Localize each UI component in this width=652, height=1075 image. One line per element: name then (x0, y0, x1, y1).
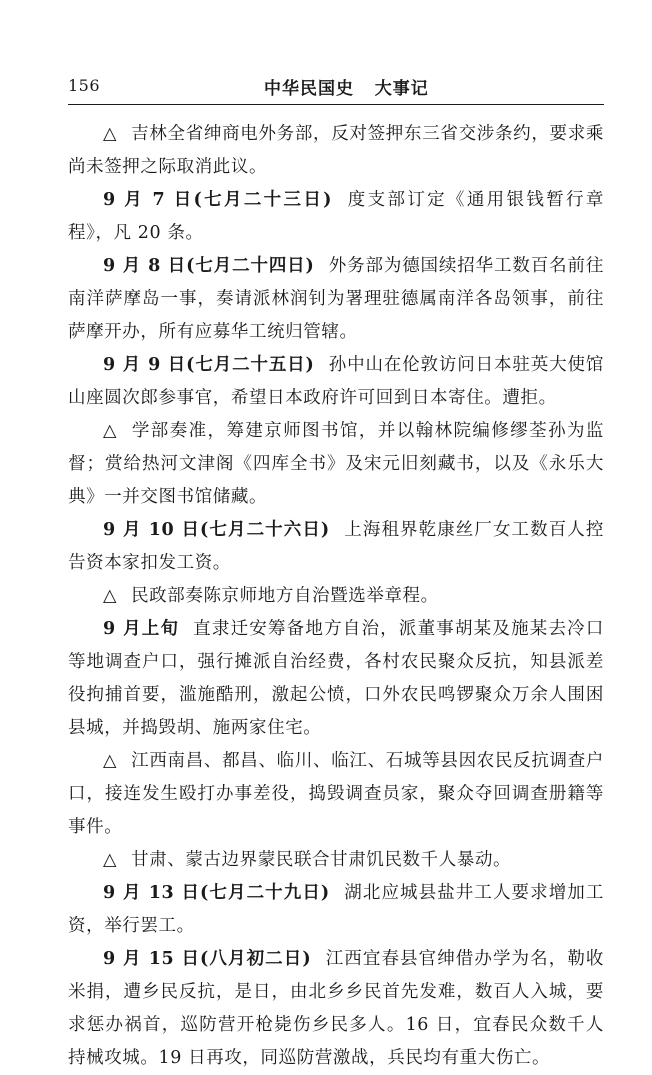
chronicle-entry (68, 580, 604, 613)
entry-text: 外务部为德国续招华工数百名前往南洋萨摩岛一事，奏请派林润钊为署理驻德属南洋各岛领事，前往萨摩开办，所有应募华工统归管辖。 (68, 256, 604, 342)
triangle-marker: △ (103, 586, 118, 606)
entry-text: 江西南昌、都昌、临川、临江、石城等县因农民反抗调查户口，接连发生殴打办事差役，捣毁调查员家，聚众夺回调查册籍等事件。 (68, 751, 604, 837)
chronicle-body (68, 118, 604, 1075)
page-header (68, 74, 604, 102)
entry-text: 学部奏准，筹建京师图书馆，并以翰林院编修缪荃孙为监督；赏给热河文津阁《四库全书》及宋元旧刻藏书，以及《永乐大典》一并交图书馆储藏。 (68, 421, 605, 507)
entry-date: 9 月 9 日(七月二十五日) (103, 355, 315, 375)
entry-text: 湖北应城县盐井工人要求增加工资，举行罢工。 (68, 883, 604, 936)
chronicle-entry (68, 514, 604, 580)
chronicle-entry (68, 349, 604, 415)
header-rule (68, 104, 604, 105)
entry-date: 9 月上旬 (103, 619, 180, 639)
entry-text: 度支部订定《通用银钱暂行章程》，凡 20 条。 (68, 190, 604, 243)
entry-date: 9 月 8 日(七月二十四日) (103, 256, 315, 276)
entry-date: 9 月 13 日(七月二十九日) (103, 883, 330, 903)
chronicle-entry (68, 844, 604, 877)
entry-text: 甘肃、蒙古边界蒙民联合甘肃饥民数千人暴动。 (131, 850, 512, 870)
chronicle-entry (68, 613, 604, 745)
triangle-marker: △ (103, 124, 118, 144)
chronicle-entry (68, 184, 604, 250)
running-title: 中华民国史 大事记 (264, 79, 429, 99)
chronicle-entry (68, 118, 604, 184)
entry-date: 9 月 15 日(八月初二日) (103, 949, 312, 969)
page-number: 156 (68, 76, 101, 95)
triangle-marker: △ (103, 850, 118, 870)
chronicle-entry (68, 250, 604, 349)
entry-text: 吉林全省绅商电外务部，反对签押东三省交涉条约，要求乘尚未签押之际取消此议。 (68, 124, 604, 177)
entry-text: 上海租界乾康丝厂女工数百人控告资本家扣发工资。 (68, 520, 604, 573)
entry-text: 民政部奏陈京师地方自治暨选举章程。 (131, 586, 439, 606)
entry-text: 江西宜春县官绅借办学为名，勒收米捐，遭乡民反抗，是日，由北乡乡民首先发难，数百人入城，要求惩办祸首，巡防营开枪毙伤乡民多人。16 日，宜春民众数千人持械攻城。19 日再攻，同巡防营激战，兵民均有重大伤亡。 (68, 949, 605, 1068)
entry-date: 9 月 7 日(七月二十三日) (103, 190, 333, 210)
entry-text: 孙中山在伦敦访问日本驻英大使馆山座圆次郎参事官，希望日本政府许可回到日本寄住。遭拒。 (68, 355, 604, 408)
chronicle-entry (68, 943, 604, 1075)
chronicle-entry (68, 415, 604, 514)
triangle-marker: △ (103, 421, 118, 441)
triangle-marker: △ (103, 751, 118, 771)
entry-text: 直隶迁安筹备地方自治，派董事胡某及施某去冷口等地调查户口，强行摊派自治经费，各村农民聚众反抗，知县派差役拘捕首要，滥施酷刑，激起公愤，口外农民鸣锣聚众万余人围困县城，并捣毁胡、施两家住宅。 (68, 619, 604, 738)
entry-date: 9 月 10 日(七月二十六日) (103, 520, 330, 540)
chronicle-entry (68, 877, 604, 943)
chronicle-entry (68, 745, 604, 844)
